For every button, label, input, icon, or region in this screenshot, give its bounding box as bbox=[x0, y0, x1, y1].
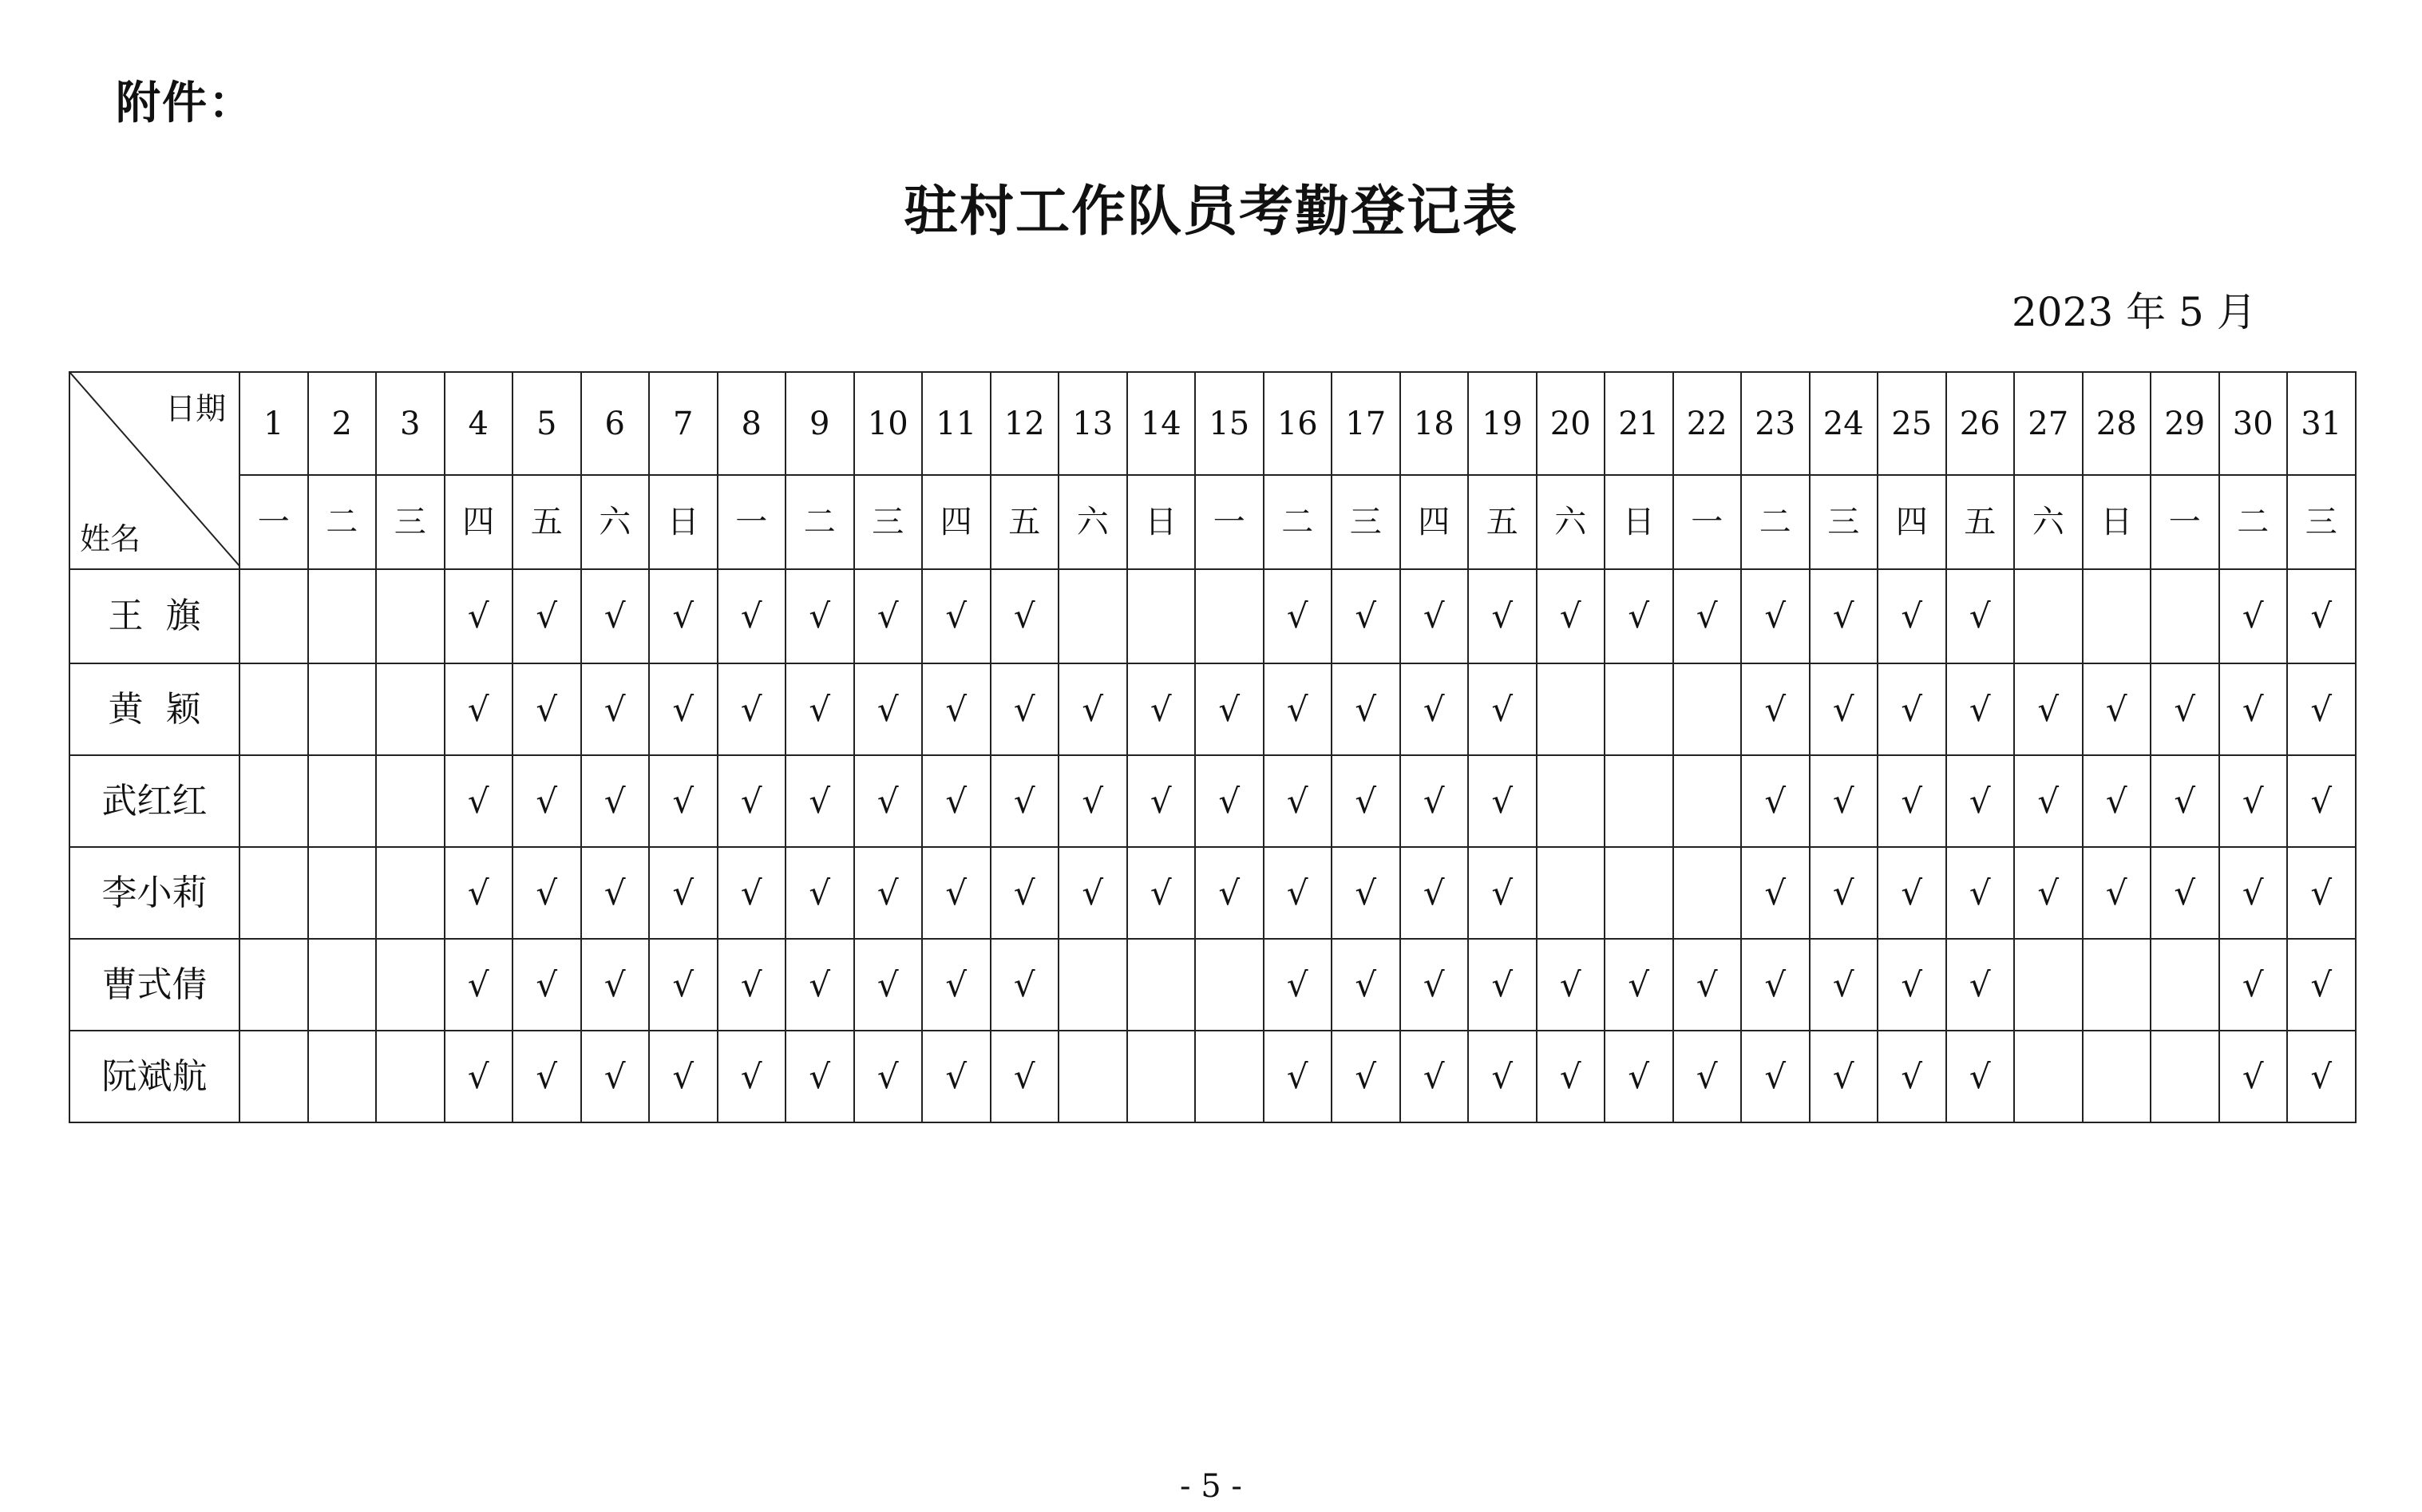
day-number-cell: 4 bbox=[445, 372, 513, 475]
attendance-mark-cell: √ bbox=[2014, 663, 2083, 755]
attendance-mark-cell: √ bbox=[1468, 847, 1537, 939]
attendance-mark-cell: √ bbox=[1264, 755, 1332, 847]
attendance-mark-cell: √ bbox=[1264, 1031, 1332, 1122]
attendance-mark-cell: √ bbox=[922, 755, 991, 847]
attendance-mark-cell: √ bbox=[2014, 847, 2083, 939]
day-number-cell: 31 bbox=[2287, 372, 2356, 475]
weekday-cell: 三 bbox=[854, 475, 923, 569]
day-number-cell: 2 bbox=[308, 372, 377, 475]
weekday-cell: 一 bbox=[1195, 475, 1264, 569]
day-number-cell: 7 bbox=[649, 372, 718, 475]
attendance-mark-cell: √ bbox=[1332, 569, 1400, 663]
attendance-mark-cell: √ bbox=[786, 663, 854, 755]
attendance-mark-cell: √ bbox=[1127, 663, 1196, 755]
attendance-mark-cell bbox=[376, 569, 445, 663]
attendance-mark-cell: √ bbox=[1059, 663, 1127, 755]
attendance-mark-cell: √ bbox=[854, 663, 923, 755]
attendance-mark-cell: √ bbox=[1741, 1031, 1810, 1122]
day-number-cell: 15 bbox=[1195, 372, 1264, 475]
attendance-mark-cell: √ bbox=[2151, 847, 2219, 939]
day-number-cell: 25 bbox=[1878, 372, 1946, 475]
attendance-mark-cell bbox=[1673, 847, 1742, 939]
attendance-mark-cell: √ bbox=[2287, 1031, 2356, 1122]
attendance-mark-cell: √ bbox=[991, 1031, 1059, 1122]
weekday-cell: 六 bbox=[581, 475, 650, 569]
day-number-cell: 18 bbox=[1400, 372, 1469, 475]
attendance-mark-cell: √ bbox=[1127, 755, 1196, 847]
attendance-mark-cell: √ bbox=[512, 939, 581, 1031]
attendance-mark-cell: √ bbox=[991, 569, 1059, 663]
attendance-mark-cell: √ bbox=[1468, 1031, 1537, 1122]
attendance-mark-cell bbox=[308, 663, 377, 755]
attendance-mark-cell: √ bbox=[2219, 1031, 2288, 1122]
period-label: 2023 年 5 月 bbox=[2012, 289, 2257, 335]
attendance-mark-cell bbox=[2083, 569, 2151, 663]
attendance-mark-cell: √ bbox=[445, 939, 513, 1031]
corner-name-label: 姓名 bbox=[80, 521, 141, 556]
attendance-mark-cell: √ bbox=[2219, 847, 2288, 939]
attendance-mark-cell: √ bbox=[1400, 663, 1469, 755]
attendance-mark-cell bbox=[376, 847, 445, 939]
day-number-cell: 16 bbox=[1264, 372, 1332, 475]
attendance-mark-cell: √ bbox=[922, 847, 991, 939]
weekday-cell: 一 bbox=[239, 475, 308, 569]
attendance-mark-cell bbox=[1195, 939, 1264, 1031]
attendance-mark-cell: √ bbox=[1264, 847, 1332, 939]
attendance-mark-cell: √ bbox=[1059, 755, 1127, 847]
attendance-mark-cell: √ bbox=[991, 663, 1059, 755]
attendance-mark-cell bbox=[2083, 1031, 2151, 1122]
member-row bbox=[69, 939, 2356, 1031]
attendance-mark-cell: √ bbox=[1878, 1031, 1946, 1122]
attendance-mark-cell bbox=[376, 939, 445, 1031]
attendance-mark-cell bbox=[1537, 847, 1605, 939]
attendance-mark-cell: √ bbox=[1400, 755, 1469, 847]
weekday-cell: 五 bbox=[1946, 475, 2015, 569]
attendance-mark-cell: √ bbox=[2219, 569, 2288, 663]
attendance-mark-cell bbox=[1605, 847, 1673, 939]
attendance-mark-cell: √ bbox=[1810, 847, 1878, 939]
attendance-mark-cell bbox=[308, 569, 377, 663]
attendance-mark-cell: √ bbox=[1332, 1031, 1400, 1122]
weekday-cell: 三 bbox=[2287, 475, 2356, 569]
weekday-cell: 四 bbox=[922, 475, 991, 569]
weekday-cell: 一 bbox=[2151, 475, 2219, 569]
attendance-mark-cell bbox=[308, 847, 377, 939]
attendance-mark-cell: √ bbox=[1878, 663, 1946, 755]
attendance-mark-cell: √ bbox=[718, 847, 786, 939]
attendance-mark-cell: √ bbox=[1878, 569, 1946, 663]
attendance-mark-cell bbox=[1673, 755, 1742, 847]
weekday-cell: 二 bbox=[308, 475, 377, 569]
attendance-mark-cell: √ bbox=[1605, 1031, 1673, 1122]
attendance-mark-cell: √ bbox=[581, 1031, 650, 1122]
attendance-mark-cell: √ bbox=[2151, 663, 2219, 755]
attendance-mark-cell: √ bbox=[1468, 939, 1537, 1031]
day-number-cell: 20 bbox=[1537, 372, 1605, 475]
attendance-mark-cell: √ bbox=[649, 939, 718, 1031]
attendance-mark-cell: √ bbox=[2287, 939, 2356, 1031]
date-header-row bbox=[69, 372, 2356, 475]
day-number-cell: 13 bbox=[1059, 372, 1127, 475]
attendance-mark-cell bbox=[376, 1031, 445, 1122]
attachment-label: 附件： bbox=[116, 77, 255, 129]
attendance-mark-cell: √ bbox=[922, 939, 991, 1031]
member-name-cell: 李小莉 bbox=[69, 847, 239, 939]
day-number-cell: 26 bbox=[1946, 372, 2015, 475]
attendance-mark-cell: √ bbox=[1741, 939, 1810, 1031]
attendance-mark-cell: √ bbox=[1741, 569, 1810, 663]
attendance-mark-cell bbox=[308, 755, 377, 847]
attendance-mark-cell bbox=[1127, 939, 1196, 1031]
attendance-mark-cell: √ bbox=[991, 939, 1059, 1031]
weekday-cell: 二 bbox=[2219, 475, 2288, 569]
attendance-mark-cell bbox=[2014, 1031, 2083, 1122]
attendance-mark-cell: √ bbox=[1741, 663, 1810, 755]
attendance-mark-cell bbox=[1127, 1031, 1196, 1122]
attendance-mark-cell: √ bbox=[718, 663, 786, 755]
attendance-mark-cell bbox=[239, 569, 308, 663]
attendance-mark-cell: √ bbox=[445, 1031, 513, 1122]
weekday-cell: 四 bbox=[445, 475, 513, 569]
attendance-mark-cell bbox=[376, 663, 445, 755]
attendance-mark-cell bbox=[1059, 569, 1127, 663]
attendance-mark-cell: √ bbox=[581, 755, 650, 847]
attendance-mark-cell: √ bbox=[1468, 755, 1537, 847]
attendance-mark-cell: √ bbox=[1946, 663, 2015, 755]
attendance-mark-cell: √ bbox=[649, 1031, 718, 1122]
member-name-cell: 武红红 bbox=[69, 755, 239, 847]
attendance-mark-cell bbox=[1605, 755, 1673, 847]
weekday-cell: 六 bbox=[1059, 475, 1127, 569]
attendance-mark-cell: √ bbox=[512, 1031, 581, 1122]
attendance-mark-cell bbox=[2151, 1031, 2219, 1122]
weekday-cell: 一 bbox=[718, 475, 786, 569]
attendance-mark-cell: √ bbox=[854, 939, 923, 1031]
attendance-mark-cell: √ bbox=[1195, 755, 1264, 847]
attendance-mark-cell: √ bbox=[581, 847, 650, 939]
day-number-cell: 6 bbox=[581, 372, 650, 475]
attendance-mark-cell: √ bbox=[786, 939, 854, 1031]
attendance-mark-cell: √ bbox=[2083, 663, 2151, 755]
weekday-cell: 四 bbox=[1400, 475, 1469, 569]
day-number-cell: 8 bbox=[718, 372, 786, 475]
attendance-mark-cell: √ bbox=[1810, 663, 1878, 755]
day-number-cell: 12 bbox=[991, 372, 1059, 475]
attendance-mark-cell: √ bbox=[854, 1031, 923, 1122]
day-number-cell: 30 bbox=[2219, 372, 2288, 475]
attendance-mark-cell: √ bbox=[649, 847, 718, 939]
attendance-mark-cell: √ bbox=[2014, 755, 2083, 847]
attendance-mark-cell bbox=[239, 847, 308, 939]
attendance-mark-cell: √ bbox=[581, 939, 650, 1031]
attendance-mark-cell: √ bbox=[1878, 939, 1946, 1031]
attendance-mark-cell bbox=[308, 939, 377, 1031]
day-number-cell: 29 bbox=[2151, 372, 2219, 475]
weekday-cell: 二 bbox=[1264, 475, 1332, 569]
attendance-mark-cell: √ bbox=[786, 569, 854, 663]
weekday-cell: 三 bbox=[376, 475, 445, 569]
day-number-cell: 19 bbox=[1468, 372, 1537, 475]
attendance-mark-cell bbox=[1537, 663, 1605, 755]
day-number-cell: 24 bbox=[1810, 372, 1878, 475]
attendance-mark-cell: √ bbox=[581, 663, 650, 755]
attendance-mark-cell: √ bbox=[1673, 1031, 1742, 1122]
weekday-cell: 二 bbox=[786, 475, 854, 569]
attendance-mark-cell: √ bbox=[2287, 663, 2356, 755]
attendance-mark-cell: √ bbox=[1195, 663, 1264, 755]
attendance-mark-cell: √ bbox=[1468, 569, 1537, 663]
member-name-cell: 黄 颖 bbox=[69, 663, 239, 755]
attendance-mark-cell: √ bbox=[1673, 569, 1742, 663]
weekday-cell: 二 bbox=[1741, 475, 1810, 569]
attendance-mark-cell: √ bbox=[854, 569, 923, 663]
attendance-mark-cell: √ bbox=[2151, 755, 2219, 847]
weekday-cell: 三 bbox=[1332, 475, 1400, 569]
attendance-mark-cell: √ bbox=[581, 569, 650, 663]
attendance-mark-cell bbox=[1059, 1031, 1127, 1122]
attendance-mark-cell: √ bbox=[1332, 847, 1400, 939]
day-number-cell: 9 bbox=[786, 372, 854, 475]
attendance-mark-cell bbox=[2014, 939, 2083, 1031]
attendance-mark-cell bbox=[1537, 755, 1605, 847]
attendance-mark-cell: √ bbox=[1878, 755, 1946, 847]
attendance-mark-cell: √ bbox=[1537, 939, 1605, 1031]
weekday-cell: 六 bbox=[1537, 475, 1605, 569]
attendance-mark-cell: √ bbox=[718, 569, 786, 663]
attendance-mark-cell bbox=[308, 1031, 377, 1122]
weekday-cell: 五 bbox=[1468, 475, 1537, 569]
attendance-mark-cell: √ bbox=[854, 847, 923, 939]
weekday-cell: 日 bbox=[1605, 475, 1673, 569]
attendance-mark-cell bbox=[239, 1031, 308, 1122]
day-number-cell: 23 bbox=[1741, 372, 1810, 475]
attendance-table bbox=[69, 371, 2357, 1123]
member-name-cell: 王 旗 bbox=[69, 569, 239, 663]
document-title: 驻村工作队员考勤登记表 bbox=[903, 180, 1518, 243]
attendance-mark-cell: √ bbox=[1264, 663, 1332, 755]
day-number-cell: 22 bbox=[1673, 372, 1742, 475]
weekday-cell: 五 bbox=[512, 475, 581, 569]
weekday-cell: 四 bbox=[1878, 475, 1946, 569]
attendance-mark-cell bbox=[1195, 1031, 1264, 1122]
attendance-mark-cell: √ bbox=[786, 1031, 854, 1122]
member-row bbox=[69, 847, 2356, 939]
attendance-mark-cell bbox=[1673, 663, 1742, 755]
header-corner-cell bbox=[69, 372, 239, 569]
attendance-mark-cell bbox=[239, 755, 308, 847]
attendance-mark-cell bbox=[1059, 939, 1127, 1031]
attendance-mark-cell: √ bbox=[1878, 847, 1946, 939]
attendance-mark-cell: √ bbox=[1332, 663, 1400, 755]
attendance-mark-cell: √ bbox=[1946, 939, 2015, 1031]
weekday-cell: 三 bbox=[1810, 475, 1878, 569]
attendance-mark-cell: √ bbox=[1400, 1031, 1469, 1122]
attendance-mark-cell: √ bbox=[2287, 755, 2356, 847]
day-number-cell: 27 bbox=[2014, 372, 2083, 475]
attendance-mark-cell: √ bbox=[1946, 1031, 2015, 1122]
attendance-mark-cell: √ bbox=[2287, 569, 2356, 663]
corner-date-label: 日期 bbox=[164, 391, 226, 426]
attendance-mark-cell bbox=[2014, 569, 2083, 663]
attendance-mark-cell: √ bbox=[922, 663, 991, 755]
member-name-cell: 阮斌航 bbox=[69, 1031, 239, 1122]
attendance-mark-cell: √ bbox=[718, 939, 786, 1031]
attendance-mark-cell bbox=[239, 939, 308, 1031]
day-number-cell: 17 bbox=[1332, 372, 1400, 475]
attendance-mark-cell: √ bbox=[991, 755, 1059, 847]
attendance-mark-cell: √ bbox=[2219, 663, 2288, 755]
attendance-mark-cell: √ bbox=[1127, 847, 1196, 939]
attendance-mark-cell: √ bbox=[649, 569, 718, 663]
weekday-cell: 五 bbox=[991, 475, 1059, 569]
day-number-cell: 28 bbox=[2083, 372, 2151, 475]
attendance-mark-cell: √ bbox=[2083, 847, 2151, 939]
attendance-mark-cell bbox=[1605, 663, 1673, 755]
member-row bbox=[69, 663, 2356, 755]
attendance-mark-cell: √ bbox=[718, 755, 786, 847]
attendance-mark-cell: √ bbox=[649, 663, 718, 755]
attendance-mark-cell bbox=[2151, 939, 2219, 1031]
attendance-mark-cell: √ bbox=[445, 755, 513, 847]
member-row bbox=[69, 1031, 2356, 1122]
attendance-mark-cell: √ bbox=[445, 847, 513, 939]
attendance-mark-cell: √ bbox=[922, 569, 991, 663]
day-number-cell: 5 bbox=[512, 372, 581, 475]
attendance-mark-cell: √ bbox=[2219, 755, 2288, 847]
attendance-mark-cell: √ bbox=[786, 755, 854, 847]
attendance-mark-cell bbox=[2151, 569, 2219, 663]
attendance-mark-cell: √ bbox=[445, 663, 513, 755]
attendance-mark-cell: √ bbox=[854, 755, 923, 847]
page-number: - 5 - bbox=[1180, 1468, 1242, 1505]
attendance-mark-cell: √ bbox=[1810, 939, 1878, 1031]
attendance-mark-cell bbox=[1195, 569, 1264, 663]
weekday-header-row bbox=[69, 475, 2356, 569]
attendance-mark-cell: √ bbox=[1741, 847, 1810, 939]
attendance-mark-cell: √ bbox=[1605, 569, 1673, 663]
attendance-mark-cell: √ bbox=[786, 847, 854, 939]
attendance-mark-cell: √ bbox=[1810, 569, 1878, 663]
attendance-mark-cell bbox=[1127, 569, 1196, 663]
attendance-mark-cell: √ bbox=[1537, 1031, 1605, 1122]
attendance-mark-cell: √ bbox=[1673, 939, 1742, 1031]
weekday-cell: 日 bbox=[2083, 475, 2151, 569]
attendance-mark-cell: √ bbox=[1946, 847, 2015, 939]
attendance-mark-cell: √ bbox=[1810, 755, 1878, 847]
day-number-cell: 3 bbox=[376, 372, 445, 475]
attendance-mark-cell: √ bbox=[1946, 755, 2015, 847]
attendance-mark-cell: √ bbox=[2219, 939, 2288, 1031]
attendance-mark-cell: √ bbox=[1332, 939, 1400, 1031]
attendance-mark-cell: √ bbox=[1810, 1031, 1878, 1122]
day-number-cell: 21 bbox=[1605, 372, 1673, 475]
weekday-cell: 日 bbox=[1127, 475, 1196, 569]
member-name-cell: 曹式倩 bbox=[69, 939, 239, 1031]
attendance-mark-cell: √ bbox=[1400, 847, 1469, 939]
attendance-mark-cell: √ bbox=[1946, 569, 2015, 663]
attendance-mark-cell: √ bbox=[512, 663, 581, 755]
attendance-mark-cell: √ bbox=[1741, 755, 1810, 847]
weekday-cell: 日 bbox=[649, 475, 718, 569]
attendance-mark-cell: √ bbox=[1332, 755, 1400, 847]
member-row bbox=[69, 755, 2356, 847]
attendance-mark-cell: √ bbox=[2287, 847, 2356, 939]
attendance-mark-cell: √ bbox=[1605, 939, 1673, 1031]
day-number-cell: 11 bbox=[922, 372, 991, 475]
attendance-mark-cell: √ bbox=[445, 569, 513, 663]
attendance-mark-cell: √ bbox=[1264, 939, 1332, 1031]
day-number-cell: 1 bbox=[239, 372, 308, 475]
attendance-mark-cell: √ bbox=[512, 755, 581, 847]
attendance-mark-cell: √ bbox=[718, 1031, 786, 1122]
attendance-mark-cell: √ bbox=[922, 1031, 991, 1122]
day-number-cell: 14 bbox=[1127, 372, 1196, 475]
attendance-mark-cell: √ bbox=[1468, 663, 1537, 755]
attendance-mark-cell: √ bbox=[991, 847, 1059, 939]
weekday-cell: 六 bbox=[2014, 475, 2083, 569]
attendance-mark-cell: √ bbox=[1195, 847, 1264, 939]
attendance-mark-cell bbox=[239, 663, 308, 755]
attendance-mark-cell: √ bbox=[512, 569, 581, 663]
member-row bbox=[69, 569, 2356, 663]
attendance-mark-cell bbox=[376, 755, 445, 847]
attendance-mark-cell: √ bbox=[649, 755, 718, 847]
attendance-mark-cell: √ bbox=[1400, 939, 1469, 1031]
attendance-mark-cell: √ bbox=[1537, 569, 1605, 663]
attendance-mark-cell: √ bbox=[512, 847, 581, 939]
attendance-mark-cell: √ bbox=[2083, 755, 2151, 847]
attendance-mark-cell: √ bbox=[1400, 569, 1469, 663]
day-number-cell: 10 bbox=[854, 372, 923, 475]
attendance-mark-cell: √ bbox=[1264, 569, 1332, 663]
attendance-mark-cell bbox=[2083, 939, 2151, 1031]
attendance-mark-cell: √ bbox=[1059, 847, 1127, 939]
weekday-cell: 一 bbox=[1673, 475, 1742, 569]
